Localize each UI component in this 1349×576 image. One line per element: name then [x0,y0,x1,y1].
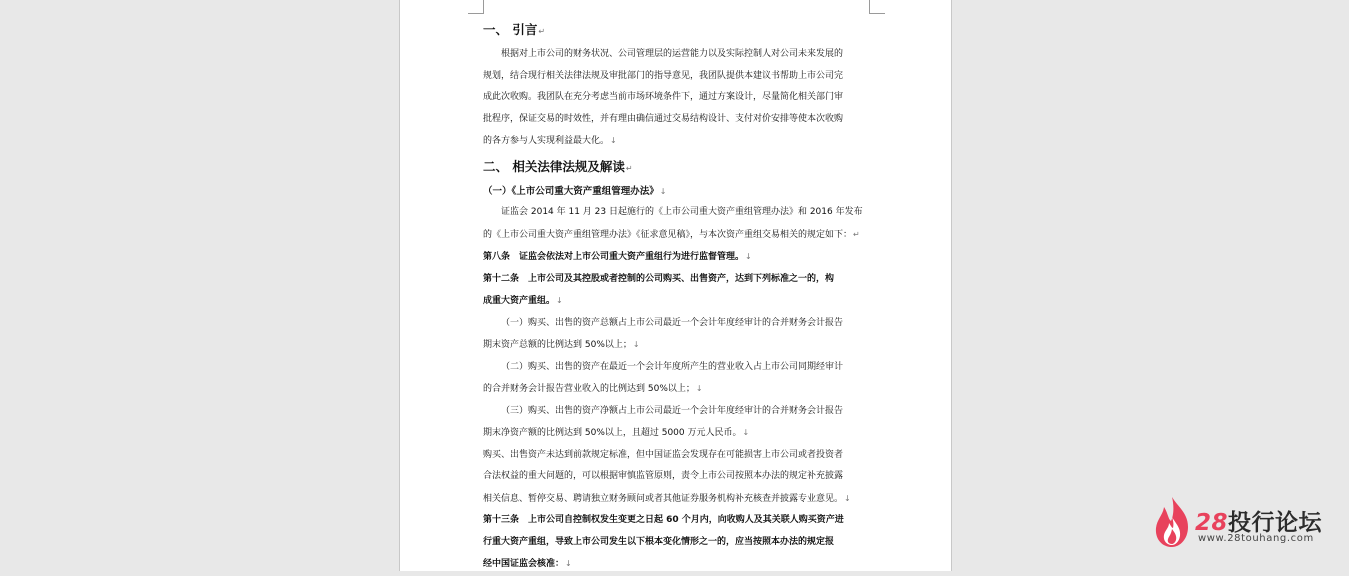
paragraph-line: 成此次收购。我团队在充分考虑当前市场环境条件下，通过方案设计，尽量简化相关部门审 [483,92,844,102]
paragraph-line: 合法权益的重大问题的，可以根据审慎监管原则，责令上市公司按照本办法的规定补充披露 [483,471,844,481]
paragraph-line: 的各方参与人实现利益最大化。↓ [483,136,617,146]
section1-heading: 一、 引言↵ [483,22,546,37]
item-line: 期末资产总额的比例达到 50%以上；↓ [483,340,640,350]
flame-logo-icon [1152,495,1192,549]
paragraph-line: 的《上市公司重大资产重组管理办法》《征求意见稿》，与本次资产重组交易相关的规定如下：↵ [483,229,860,240]
item-line: 期末净资产额的比例达到 50%以上，且超过 5000 万元人民币。↓ [483,428,750,438]
article-13-line: 第十三条 上市公司自控制权发生变更之日起 60 个月内，向收购人及其关联人购买资产进 [483,515,844,525]
paragraph-line: 规划，结合现行相关法律法规及审批部门的指导意见，我团队提供本建议书帮助上市公司完 [483,70,844,81]
watermark-title: 28投行论坛 [1195,510,1323,536]
paragraph-line: 证监会 2014 年 11 月 23 日起施行的《上市公司重大资产重组管理办法》和 2016 年发布 [501,207,863,217]
item-line: （一）购买、出售的资产总额占上市公司最近一个会计年度经审计的合并财务会计报告 [501,317,844,328]
article-12-line: 第十二条 上市公司及其控股或者控制的公司购买、出售资产，达到下列标准之一的，构 [483,273,835,284]
paragraph-line: 购买、出售资产未达到前款规定标准，但中国证监会发现存在可能损害上市公司或者投资者 [483,449,844,460]
watermark-logo [1152,493,1332,553]
section2-heading: 二、 相关法律法规及解读↵ [483,158,633,174]
document-body[interactable] [483,17,871,576]
article-12-line: 成重大资产重组。↓ [483,296,563,306]
document-page [399,0,952,571]
item-line: （三）购买、出售的资产净额占上市公司最近一个会计年度经审计的合并财务会计报告 [501,405,844,416]
paragraph-line: 根据对上市公司的财务状况、公司管理层的运营能力以及实际控制人对公司未来发展的 [501,49,844,59]
paragraph-line: 批程序，保证交易的时效性，并有理由确信通过交易结构设计、支付对价安排等使本次收购 [483,113,844,124]
section2-subheading: （一）《上市公司重大资产重组管理办法》↓ [483,185,667,197]
item-line: （二）购买、出售的资产在最近一个会计年度所产生的营业收入占上市公司同期经审计 [501,361,844,372]
paragraph-line: 相关信息、暂停交易、聘请独立财务顾问或者其他证券服务机构补充核查并披露专业意见。↓ [483,493,851,504]
page-corner-mark-top-left [468,0,484,14]
article-13-line: 经中国证监会核准：↓ [483,559,572,569]
item-line: 的合并财务会计报告营业收入的比例达到 50%以上；↓ [483,384,703,394]
article-8: 第八条 证监会依法对上市公司重大资产重组行为进行监督管理。↓ [483,252,752,262]
watermark-url: www.28touhang.com [1198,533,1314,544]
page-corner-mark-top-right [869,0,885,14]
article-13-line: 行重大资产重组，导致上市公司发生以下根本变化情形之一的，应当按照本办法的规定报 [483,536,835,547]
